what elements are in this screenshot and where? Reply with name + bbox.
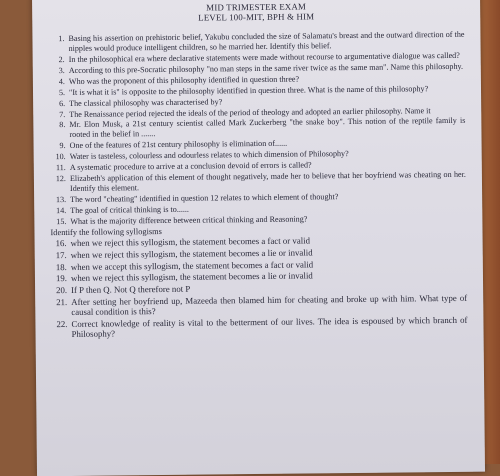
question-number: 3. [58, 65, 65, 75]
question-text: The classical philosophy was characterised by? [69, 96, 223, 108]
question-text: After setting her boyfriend up, Mazeeda then blamed him for cheating and broke up with him. What type of causal condition is this? [71, 292, 468, 317]
question-number: 9. [59, 141, 66, 151]
question-number: 15. [56, 216, 67, 226]
question-number: 22. [56, 318, 68, 329]
question-text: Correct knowledge of reality is vital to the betterment of our lives. The idea is espoused by which branch of Philosophy? [71, 314, 468, 339]
question-number: 11. [55, 163, 66, 173]
question-number: 5. [58, 87, 66, 97]
question-number: 14. [56, 205, 67, 215]
question-text: when we reject this syllogism, the statement becomes a lie or invalid [70, 247, 313, 260]
exam-title: MID TRIMESTER EXAM [206, 1, 307, 13]
question-number: 20. [56, 284, 68, 295]
question-number: 12. [55, 174, 66, 184]
question-text: Who was the proponent of this philosophy identified in question three? [68, 74, 300, 86]
question-item [47, 116, 465, 140]
exam-subtitle: LEVEL 100-MIT, BPH & HIM [198, 11, 315, 23]
question-text: One of the features of 21st century philosophy is elimination of...... [69, 138, 288, 151]
question-item [49, 314, 467, 339]
question-number: 18. [55, 261, 67, 272]
question-text: The goal of critical thinking is to...... [70, 204, 189, 215]
question-number: 21. [56, 296, 68, 307]
question-number: 8. [59, 120, 66, 130]
question-text: A systematic procedure to arrive at a conclusion devoid of errors is called? [69, 160, 312, 172]
question-text: The Renaissance period rejected the ideals of the period of theology and adopted an earlier philosophy. Name it [69, 105, 431, 119]
question-text: when we reject this syllogism, the statement becomes a lie or invalid [70, 270, 313, 284]
syllogism-instruction: Identify the following syllogisms [50, 226, 162, 237]
question-text: when we accept this syllogism, the statement becomes a fact or valid [70, 258, 314, 272]
question-item [49, 292, 467, 317]
question-number: 2. [58, 54, 65, 64]
question-number: 13. [55, 194, 67, 204]
question-item [46, 30, 464, 54]
question-number: 19. [55, 273, 68, 284]
question-number: 17. [55, 249, 67, 260]
exam-paper [32, 0, 485, 476]
question-text: "It is what it is" is opposite to the philosophy identified in question three. What is the name of this philosophy? [68, 83, 429, 97]
question-text: In the philosophical era where declarative statements were made without recourse to argumentative dialogue was called? [68, 50, 460, 64]
question-text: The word "cheating" identified in question 12 relates to which element of thought? [70, 191, 339, 204]
question-text: According to this pre-Socratic philosophy "no man steps in the same river twice as the same man". Name this philosophy. [68, 61, 464, 75]
question-number: 6. [59, 98, 66, 108]
question-number: 10. [55, 152, 66, 162]
question-number: 7. [59, 109, 66, 119]
question-text: What is the majority difference between critical thinking and Reasoning? [70, 214, 308, 226]
question-text: Mr. Elon Musk, a 21st century scientist called Mark Zuckerberg "the snake boy". This notion of the reptile family is rooted in the belief in ....... [69, 116, 466, 140]
question-text: Elizabeth's application of this element of thought negatively, made her to believe that her boyfriend was cheating on her. Identify this element. [69, 169, 466, 193]
question-text: Water is tasteless, colourless and odourless relates to which dimension of Philosophy? [69, 149, 349, 162]
question-number: 1. [58, 34, 65, 44]
question-text: If P then Q. Not Q therefore not P [71, 283, 191, 295]
question-item [48, 170, 466, 194]
question-list [32, 30, 482, 227]
question-text: Basing his assertion on prehistoric belief, Yakubu concluded the size of Salamatu's breast and the outward direction of the nipples would produce intelligent children, so he married her. Identify this belief. [68, 29, 465, 53]
question-number: 16. [55, 238, 67, 249]
question-number: 4. [58, 76, 65, 86]
syllogism-question-list [35, 234, 484, 340]
question-text: when we reject this syllogism, the statement becomes a fact or valid [70, 235, 311, 249]
exam-header [32, 0, 480, 24]
